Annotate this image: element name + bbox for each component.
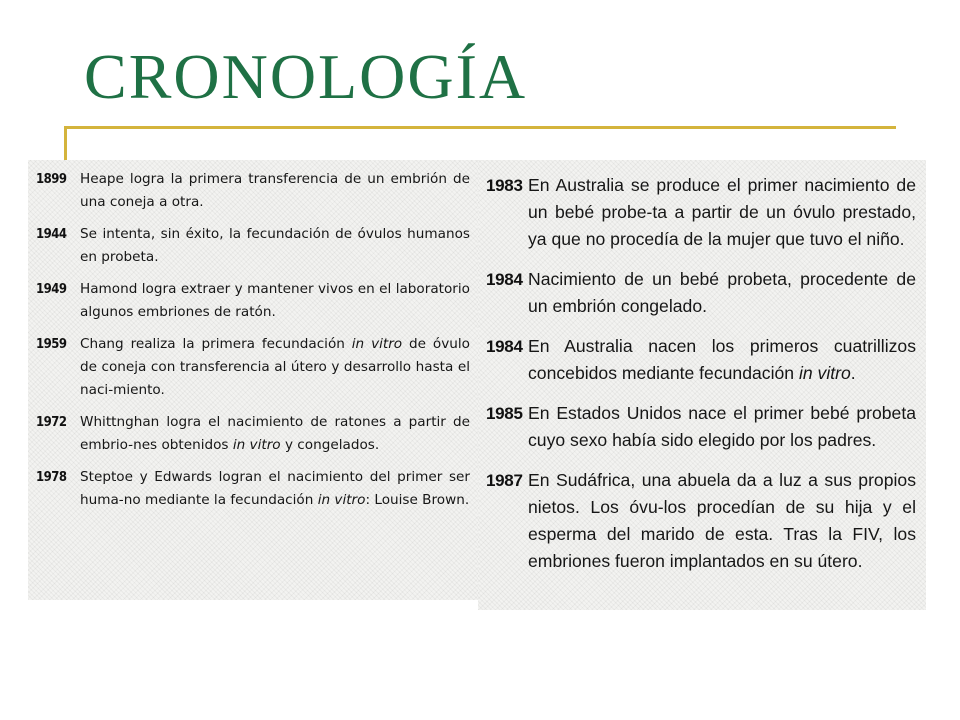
entry-text: [528, 333, 916, 387]
entry-year: 1944: [36, 227, 67, 242]
timeline-entry-1984-b: [486, 333, 916, 387]
timeline-scan-right: [478, 160, 926, 610]
entry-text: Nacimiento de un bebé probeta, procedente de un embrión congelado.: [528, 269, 916, 316]
timeline-entry-1984-a: [486, 266, 916, 320]
entry-year: 1987: [486, 471, 523, 490]
entry-text: [80, 466, 470, 512]
timeline-entry-1978: [36, 466, 470, 512]
entry-year: 1978: [36, 470, 67, 485]
entry-year: 1984: [486, 337, 523, 356]
entry-text-part: En Australia nacen los primeros cuatrillizos concebidos mediante fecundación: [528, 336, 916, 383]
entry-text-part: y congelados.: [280, 437, 380, 453]
entry-text-part: : Louise Brown.: [365, 492, 470, 508]
entry-text-part: Whittnghan logra el nacimiento de ratones a partir de embrio-nes obtenidos: [80, 414, 470, 453]
entry-text: En Australia se produce el primer nacimiento de un bebé probe-ta a partir de un óvulo prestado, ya que no procedía de la mujer que tuvo el niño.: [528, 175, 916, 249]
timeline-entry-1899: [36, 168, 470, 214]
entry-text-part: de óvulo de coneja con transferencia al útero y desarrollo hasta el naci-miento.: [80, 336, 470, 398]
timeline-entry-1959: [36, 333, 470, 402]
timeline-entry-1983: [486, 172, 916, 253]
entry-year: 1972: [36, 415, 67, 430]
slide-title: CRONOLOGÍA: [84, 41, 528, 112]
entry-text: Hamond logra extraer y mantener vivos en el laboratorio algunos embriones de ratón.: [80, 281, 470, 320]
entry-year: 1959: [36, 337, 67, 352]
entry-text-italic: in vitro: [351, 336, 403, 352]
entry-year: 1985: [486, 404, 523, 423]
timeline-entry-1987: [486, 467, 916, 575]
entry-text-italic: in vitro: [798, 363, 851, 383]
entry-year: 1899: [36, 172, 67, 187]
entry-text: Heape logra la primera transferencia de un embrión de una coneja a otra.: [80, 171, 470, 210]
entry-text: [80, 333, 470, 402]
title-underline-rule: [64, 126, 896, 129]
entry-text: [80, 411, 470, 457]
timeline-entry-1949: [36, 278, 470, 324]
entry-text: Se intenta, sin éxito, la fecundación de óvulos humanos en probeta.: [80, 226, 470, 265]
entry-year: 1984: [486, 270, 523, 289]
entry-text-part: Steptoe y Edwards logran el nacimiento del primer ser huma-no mediante la fecundación: [80, 469, 470, 508]
entry-text-italic: in vitro: [232, 437, 281, 453]
timeline-scan-left: [28, 160, 480, 600]
entry-text: En Sudáfrica, una abuela da a luz a sus propios nietos. Los óvu-los procedían de su hija y el esperma del marido de esta. Tras la FIV, los embriones fueron implantados en su útero.: [528, 470, 916, 571]
entry-text-part: .: [850, 363, 856, 383]
entry-text: En Estados Unidos nace el primer bebé probeta cuyo sexo había sido elegido por los padres.: [528, 403, 916, 450]
entry-text-italic: in vitro: [317, 492, 366, 508]
timeline-entry-1944: [36, 223, 470, 269]
timeline-entry-1972: [36, 411, 470, 457]
entry-year: 1949: [36, 282, 67, 297]
entry-year: 1983: [486, 176, 523, 195]
entry-text-part: Chang realiza la primera fecundación: [80, 336, 352, 352]
timeline-entry-1985: [486, 400, 916, 454]
